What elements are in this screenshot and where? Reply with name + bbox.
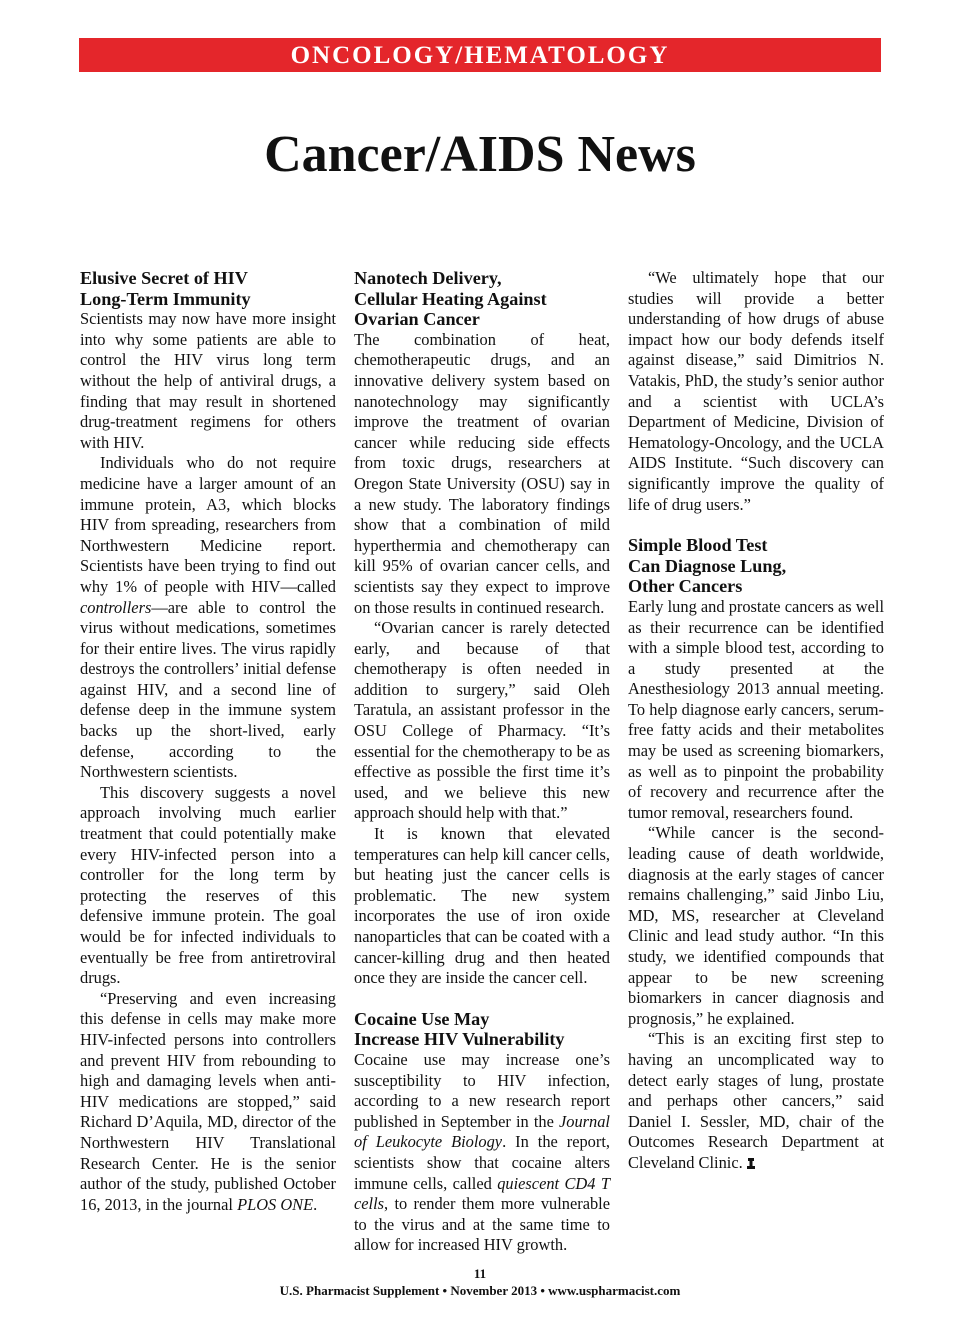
headline-line: Cocaine Use May <box>354 1008 490 1029</box>
paragraph: It is known that elevated temperatures can help kill cancer cells, but heating just the cancer cells is problematic. The new system incorporates the use of iron oxide nanoparticles that can be coated with a cancer-killing drug and then heated once they are inside the cancer cell. <box>354 824 610 988</box>
paragraph: Scientists may now have more insight into why some patients are able to control the HIV virus long term without the help of antiviral drugs, a finding that may result in shortened drug-treatment regimens for others with HIV. <box>80 309 336 452</box>
article-headline-hiv-immunity <box>80 268 336 309</box>
article-headline-blood-test <box>628 535 884 597</box>
headline-line: Nanotech Delivery, <box>354 268 502 288</box>
page-number: 11 <box>473 1266 487 1281</box>
column-3 <box>628 268 884 1174</box>
headline-line: Ovarian Cancer <box>354 309 480 330</box>
headline-line: Increase HIV Vulnerability <box>354 1029 565 1050</box>
paragraph: “Ovarian cancer is rarely detected early, and because of that chemotherapy is often needed in addition to surgery,” said Oleh Taratula, an assistant professor in the OSU College of Pharmacy. “It’s essential for the chemotherapy to be as effective as possible the first time it’s used, and we believe this new approach should help with that.” <box>354 618 610 823</box>
headline-line: Elusive Secret of HIV <box>80 268 248 288</box>
headline-line: Other Cancers <box>628 576 743 597</box>
paragraph: The combination of heat, chemotherapeutic drugs, and an innovative delivery system based on nanotechnology may significantly improve the treatment of ovarian cancer while reducing side effects from toxic drugs, researchers at Oregon State University (OSU) say in a new study. The laboratory findings show that a combination of mild hyperthermia and chemotherapy can kill 95% of ovarian cancer cells, and scientists say they expect to improve on those results in continued research. <box>354 329 610 617</box>
page-title: Cancer/AIDS News <box>264 126 696 183</box>
column-2 <box>354 268 610 1256</box>
headline-line: Simple Blood Test <box>628 535 768 556</box>
paragraph: “While cancer is the second-leading cause of death worldwide, diagnosis at the early stages of cancer remains challenging,” said Jinbo Liu, MD, MS, researcher at Cleveland Clinic and lead study author. “In this study, we identified compounds that appear to be new screening biomarkers in cancer diagnosis and prognosis,” he explained. <box>628 823 884 1028</box>
end-of-article-icon <box>747 1158 755 1169</box>
section-banner: ONCOLOGY/HEMATOLOGY <box>79 38 881 72</box>
headline-line: Long-Term Immunity <box>80 288 251 309</box>
headline-line: Can Diagnose Lung, <box>628 555 787 576</box>
article-headline-cocaine <box>354 1009 610 1050</box>
column-1 <box>80 268 336 1215</box>
paragraph: “We ultimately hope that our studies will provide a better understanding of how drugs of abuse impact how our body defends itself against disease,” said Dimitrios N. Vatakis, PhD, the study’s senior author and a scientist with UCLA’s Department of Medicine, Division of Hematology-Oncology, and the UCLA AIDS Institute. “Such discovery can significantly improve the quality of life of drug users.” <box>628 268 884 514</box>
paragraph: This discovery suggests a novel approach involving much earlier treatment that could potentially make every HIV-infected person into a controller for the long term by protecting the reserves of this defensive immune protein. The goal would be for infected individuals to eventually be free from antiretroviral drugs. <box>80 782 336 988</box>
paragraph: Early lung and prostate cancers as well as their recurrence can be identified with a simple blood test, according to a study presented at the Anesthesiology 2013 annual meeting. To help diagnose early cancers, serum-free fatty acids and their metabolites may be used as screening biomarkers, as well as to pinpoint the probability of recovery and recurrence after the tumor removal, researchers found. <box>628 596 884 822</box>
paragraph: “This is an exciting first step to having an uncomplicated way to detect early stages of lung, prostate and perhaps other cancers,” said Daniel I. Sessler, MD, chair of the Outcomes Research Department at Cleveland Clinic. <box>628 1029 884 1172</box>
footer: U.S. Pharmacist Supplement • November 2013 • www.uspharmacist.com <box>279 1283 681 1298</box>
article-headline-nanotech <box>354 268 610 330</box>
headline-line: Cellular Heating Against <box>354 288 547 309</box>
paragraph: Individuals who do not require medicine have a larger amount of an immune protein, A3, which blocks HIV from spreading, researchers from Northwestern Medicine report. Scientists have been trying to find out why 1% of people with HIV—called controllers—are able to control the virus without medications, sometimes for their entire lives. The virus rapidly destroys the controllers’ initial defense against HIV, and a second line of defense deep in the immune system backs up the short-lived, early defense, according to the Northwestern scientists. <box>80 453 336 782</box>
paragraph: Cocaine use may increase one’s susceptibility to HIV infection, according to a new research report published in September in the Journal of Leukocyte Biology. In the report, scientists show that cocaine alters immune cells, called quiescent CD4 T cells, to render them more vulnerable to the virus and at the same time to allow for increased HIV growth. <box>354 1049 610 1255</box>
paragraph: “Preserving and even increasing this defense in cells may make more HIV-infected persons into controllers and prevent HIV from rebounding to high and damaging levels when anti-HIV medications are stopped,” said Richard D’Aquila, MD, director of the Northwestern HIV Translational Research Center. He is the senior author of the study, published October 16, 2013, in the journal PLOS ONE. <box>80 988 336 1214</box>
